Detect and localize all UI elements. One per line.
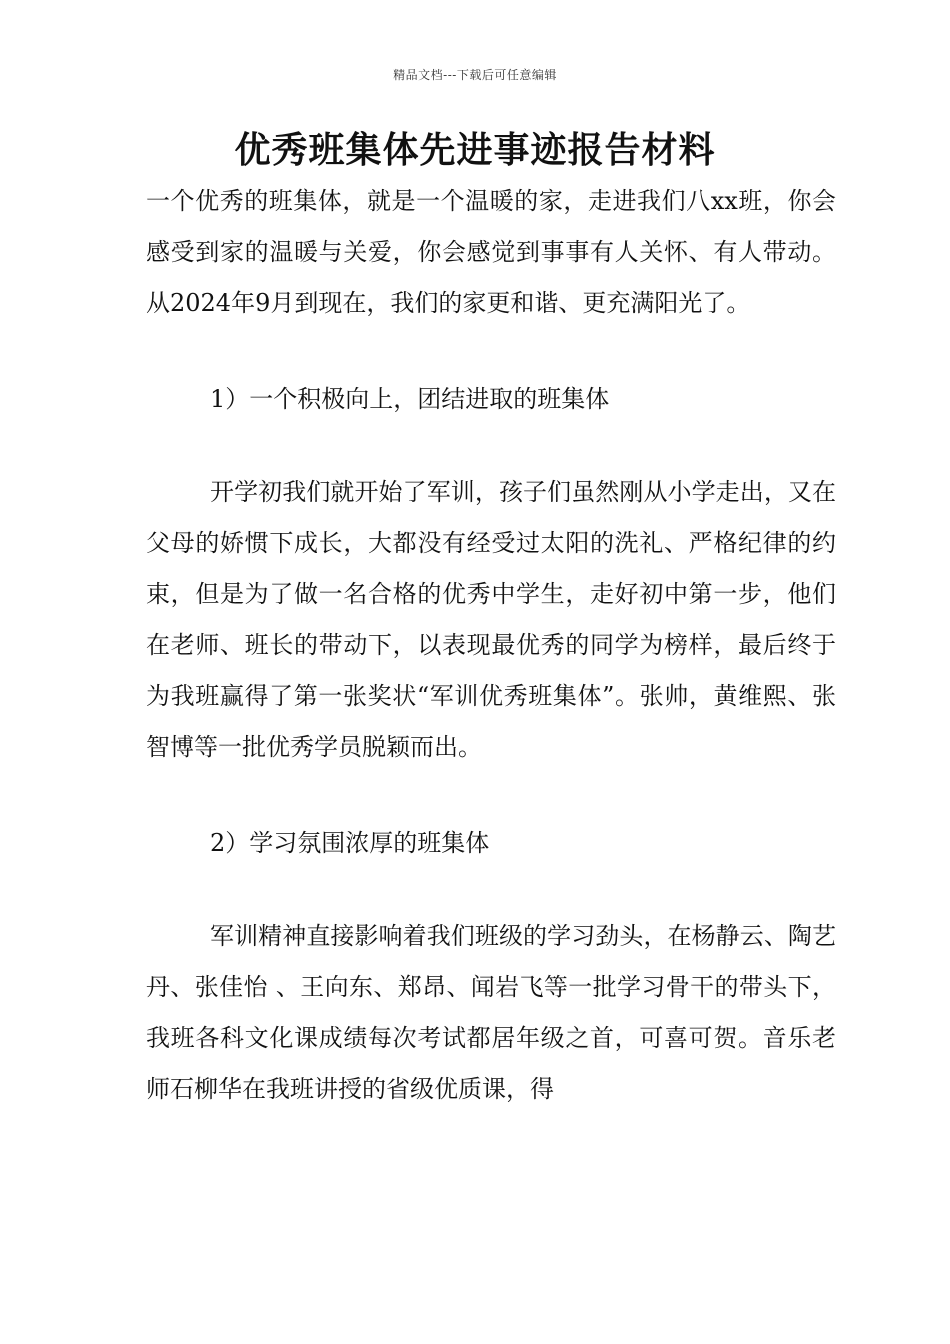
header-note: 精品文档---下载后可任意编辑 [393, 68, 557, 82]
section-1-paragraph: 开学初我们就开始了军训，孩子们虽然刚从小学走出，又在父母的娇惯下成长，大都没有经受过太阳的洗礼、严格纪律的约束，但是为了做一名合格的优秀中学生，走好初中第一步，他们在老师、班长的带动下，以表现最优秀的同学为榜样，最后终于为我班赢得了第一张奖状“军训优秀班集体”。张帅，黄维熙、张智博等一批优秀学员脱颖而出。 [146, 478, 836, 761]
spacer [146, 869, 836, 911]
section-2-paragraph: 军训精神直接影响着我们班级的学习劲头，在杨静云、陶艺丹、张佳怡 、王向东、郑昂、闻岩飞等一批学习骨干的带头下，我班各科文化课成绩每次考试都居年级之首，可喜可贺。音乐老师石柳华在我班讲授的省级优质课，得 [146, 922, 836, 1103]
intro-paragraph: 一个优秀的班集体，就是一个温暖的家，走进我们八xx班，你会感受到家的温暖与关爱，你会感觉到事事有人关怀、有人带动。从2024年9月到现在，我们的家更和谐、更充满阳光了。 [146, 187, 836, 317]
document-body [146, 176, 836, 1115]
spacer [146, 425, 836, 467]
spacer [146, 329, 836, 374]
section-2-heading: 2）学习氛围浓厚的班集体 [210, 829, 490, 857]
spacer [146, 773, 836, 818]
section-1-heading: 1）一个积极向上，团结进取的班集体 [210, 385, 610, 413]
document-title: 优秀班集体先进事迹报告材料 [234, 129, 716, 171]
